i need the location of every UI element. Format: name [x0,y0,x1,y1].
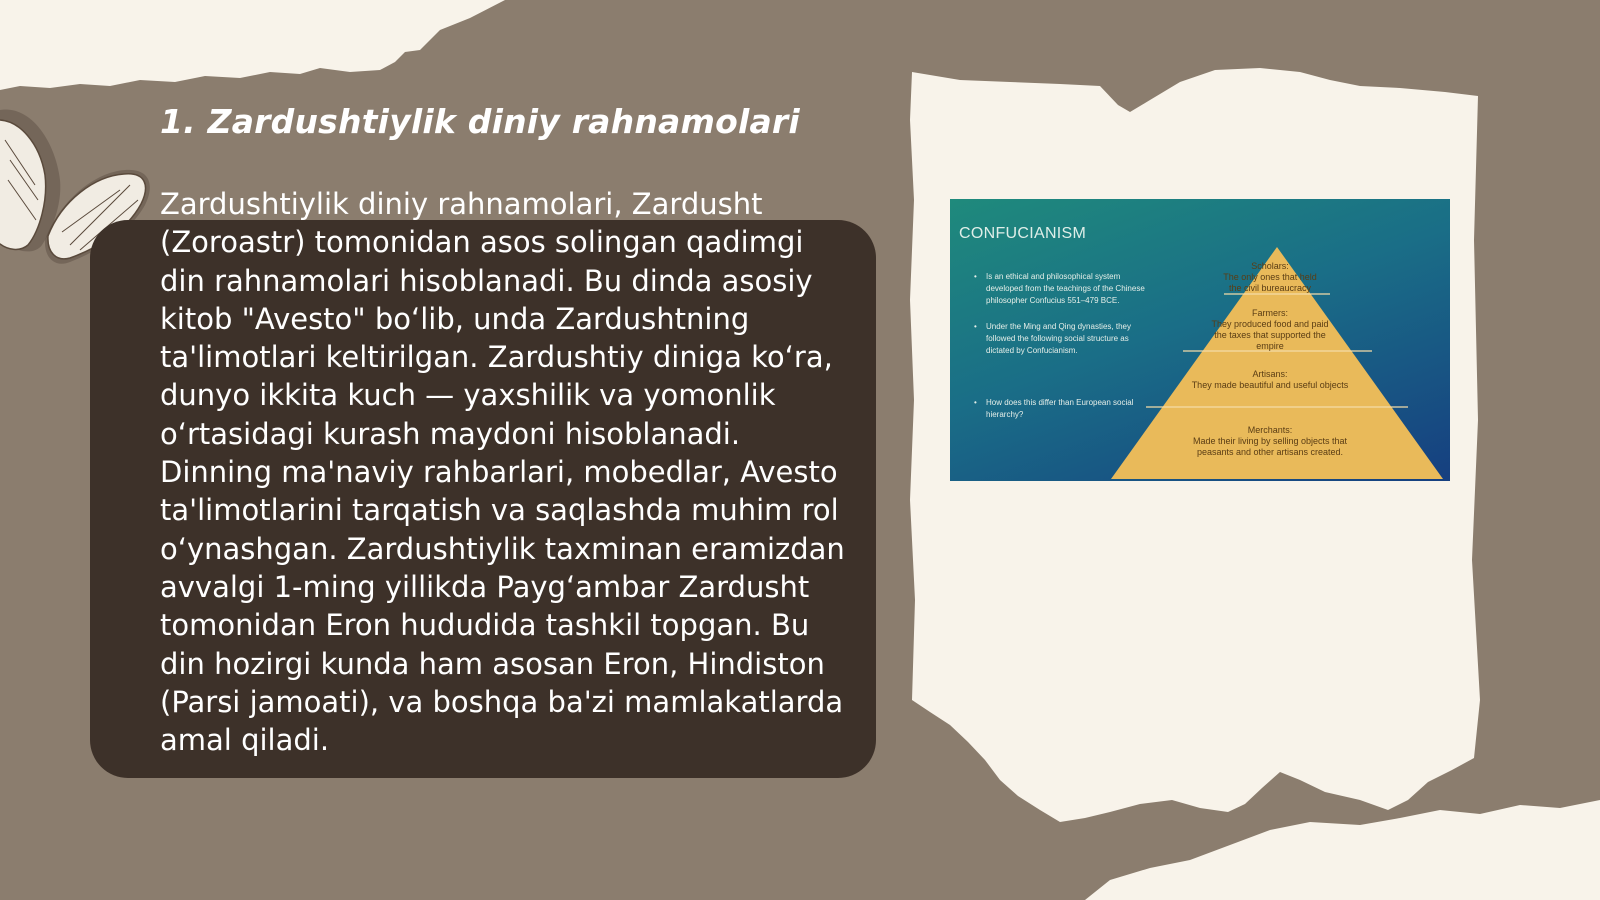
tier-text: They produced food and paid the taxes that supported the empire [1211,319,1329,351]
tier-heading: Scholars: [1251,261,1289,271]
embedded-bullet: • Under the Ming and Qing dynasties, they followed the following social structure as dictated by Confucianism. [978,321,1158,357]
pyramid-tier-farmers [1205,308,1335,352]
body-paragraph: Zardushtiylik diniy rahnamolari, Zardusht (Zoroastr) tomonidan asos solingan qadimgi din rahnamolari hisoblanadi. Bu dinda asosiy kitob "Avesto" bo‘lib, unda Zardushtning ta'limotlari keltirilgan. Zardushtiy diniga ko‘ra, dunyo ikkita kuch — yaxshilik va yomonlik o‘rtasidagi kurash maydoni hisoblanadi. Dinning ma'naviy rahbarlari, mobedlar, Avesto ta'limotlarini tarqatish va saqlashda muhim rol o‘ynashgan. Zardushtiylik taxminan eramizdan avvalgi 1-ming yillikda Payg‘ambar Zardusht tomonidan Eron hududida tashkil topgan. Bu din hozirgi kunda ham asosan Eron, Hindiston (Parsi jamoati), va boshqa ba'zi mamlakatlarda amal qiladi. [160,187,845,758]
tier-text: Made their living by selling objects that peasants and other artisans created. [1192,436,1348,457]
pyramid-tier-artisans [1185,369,1355,391]
pyramid-tier-scholars [1220,261,1320,294]
embedded-slide-title: CONFUCIANISM [959,225,1087,242]
torn-paper-bottom-right [1085,800,1600,900]
embedded-slide-image [950,199,1450,481]
embedded-bullet: • How does this differ than European social hierarchy? [978,397,1158,421]
tier-heading: Farmers: [1252,308,1288,318]
torn-paper-top-left [0,0,505,90]
tier-text: They made beautiful and useful objects [1191,380,1349,390]
tier-heading: Merchants: [1247,425,1293,435]
tier-text: The only ones that held the civil bureaucracy [1223,272,1317,293]
embedded-bullet: • Is an ethical and philosophical system developed from the teachings of the Chinese philosopher Confucius 551–479 BCE. [978,271,1158,307]
slide-title: 1. Zardushtiylik diniy rahnamolari [160,102,800,141]
tier-heading: Artisans: [1252,369,1288,379]
pyramid-tier-merchants [1175,425,1365,458]
